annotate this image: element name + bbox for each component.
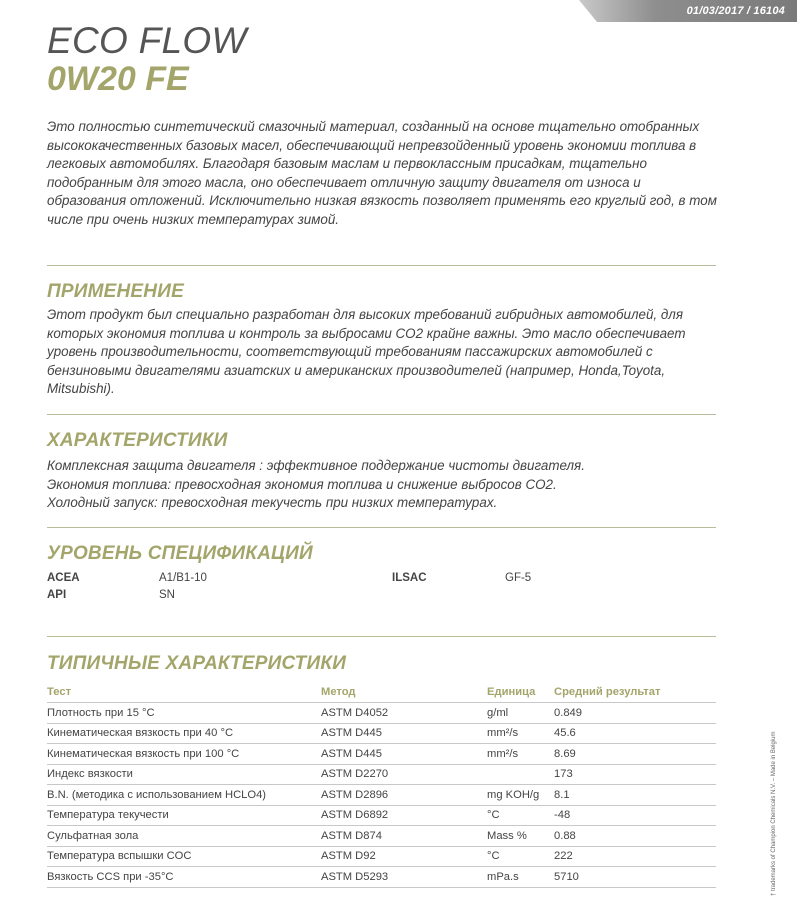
- cell-test: Температура текучести: [47, 805, 321, 826]
- trademark-note: † trademarks of Champion Chemicals N.V. – Made in Belgium: [771, 731, 777, 896]
- typical-title: ТИПИЧНЫЕ ХАРАКТЕРИСТИКИ: [47, 653, 347, 674]
- cell-unit: [487, 764, 554, 785]
- cell-result: -48: [554, 805, 716, 826]
- cell-test: Сульфатная зола: [47, 826, 321, 847]
- cell-method: ASTM D874: [321, 826, 487, 847]
- divider: [47, 414, 716, 415]
- specifications-title: УРОВЕНЬ СПЕЦИФИКАЦИЙ: [47, 543, 313, 564]
- cell-result: 0.88: [554, 826, 716, 847]
- column-header-test: Тест: [47, 685, 72, 698]
- spec-value-api: SN: [159, 589, 175, 601]
- cell-test: Вязкость CCS при -35°C: [47, 867, 321, 888]
- cell-method: ASTM D2896: [321, 785, 487, 806]
- cell-result: 8.69: [554, 744, 716, 765]
- cell-test: B.N. (методика с использованием HCLO4): [47, 785, 321, 806]
- cell-unit: mPa.s: [487, 867, 554, 888]
- characteristic-line: Экономия топлива: превосходная экономия топлива и снижение выбросов CO2.: [47, 476, 557, 492]
- table-header-row: [47, 684, 716, 703]
- table-row: [47, 846, 716, 867]
- cell-method: ASTM D445: [321, 723, 487, 744]
- cell-method: ASTM D4052: [321, 703, 487, 724]
- cell-method: ASTM D2270: [321, 764, 487, 785]
- product-name: ECO FLOW: [47, 20, 247, 61]
- column-header-result: Средний результат: [554, 685, 661, 698]
- product-grade: 0W20 FE: [47, 60, 189, 98]
- characteristic-line: Комплексная защита двигателя : эффективное поддержание чистоты двигателя.: [47, 458, 585, 473]
- divider: [47, 265, 716, 266]
- document-reference: 01/03/2017 / 16104: [686, 5, 785, 17]
- cell-test: Плотность при 15 °C: [47, 703, 321, 724]
- cell-result: 173: [554, 764, 716, 785]
- table-row: [47, 867, 716, 888]
- typical-properties-table: [47, 684, 716, 888]
- column-header-unit: Единица: [487, 685, 536, 698]
- cell-test: Кинематическая вязкость при 100 °C: [47, 744, 321, 765]
- table-row: [47, 805, 716, 826]
- table-row: [47, 744, 716, 765]
- table-row: [47, 764, 716, 785]
- table-row: [47, 826, 716, 847]
- characteristics-list: [47, 457, 722, 513]
- table-row: [47, 785, 716, 806]
- product-description: Это полностью синтетический смазочный материал, созданный на основе тщательно отобранных высококачественных базовых масел, обеспечивающий непревзойденный уровень экономии топлива в легковых автомобилях. Благодаря базовым маслам и первоклассным присадкам, тщательно подобранным для этого масла, оно обеспечивает отличную защиту двигателя от износа и образования отложений. Исключительно низкая вязкость позволяет применять его круглый год, в том числе при очень низких температурах зимой.: [47, 119, 717, 227]
- cell-result: 8.1: [554, 785, 716, 806]
- cell-method: ASTM D6892: [321, 805, 487, 826]
- cell-unit: mm²/s: [487, 744, 554, 765]
- spec-value-acea: A1/B1-10: [159, 572, 207, 584]
- application-text: Этот продукт был специально разработан для высоких требований гибридных автомобилей, для которых экономия топлива и контроль за выбросами CO2 крайне важны. Это масло обеспечивает уровень производительности, соответствующий требованиям пассажирских автомобилей с бензиновыми двигателями азиатских и американских производителей (например, Honda,Toyota, Mitsubishi).: [47, 307, 686, 397]
- cell-method: ASTM D5293: [321, 867, 487, 888]
- cell-method: ASTM D92: [321, 846, 487, 867]
- cell-unit: °C: [487, 846, 554, 867]
- cell-test: Индекс вязкости: [47, 764, 321, 785]
- divider: [47, 636, 716, 637]
- cell-result: 222: [554, 846, 716, 867]
- cell-test: Кинематическая вязкость при 40 °C: [47, 723, 321, 744]
- application-title: ПРИМЕНЕНИЕ: [47, 281, 184, 302]
- characteristics-title: ХАРАКТЕРИСТИКИ: [47, 430, 228, 451]
- characteristic-line: Холодный запуск: превосходная текучесть при низких температурах.: [47, 495, 498, 511]
- cell-unit: Mass %: [487, 826, 554, 847]
- cell-result: 5710: [554, 867, 716, 888]
- spec-key-api: API: [47, 589, 67, 601]
- table-row: [47, 723, 716, 744]
- spec-key-ilsac: ILSAC: [392, 572, 427, 584]
- spec-key-acea: ACEA: [47, 572, 80, 584]
- table-row: [47, 703, 716, 724]
- cell-unit: mm²/s: [487, 723, 554, 744]
- divider: [47, 527, 716, 528]
- column-header-method: Метод: [321, 685, 356, 698]
- cell-unit: °C: [487, 805, 554, 826]
- cell-unit: g/ml: [487, 703, 554, 724]
- cell-test: Температура вспышки COC: [47, 846, 321, 867]
- cell-result: 0.849: [554, 703, 716, 724]
- cell-result: 45.6: [554, 723, 716, 744]
- cell-unit: mg KOH/g: [487, 785, 554, 806]
- cell-method: ASTM D445: [321, 744, 487, 765]
- spec-value-ilsac: GF-5: [505, 572, 532, 584]
